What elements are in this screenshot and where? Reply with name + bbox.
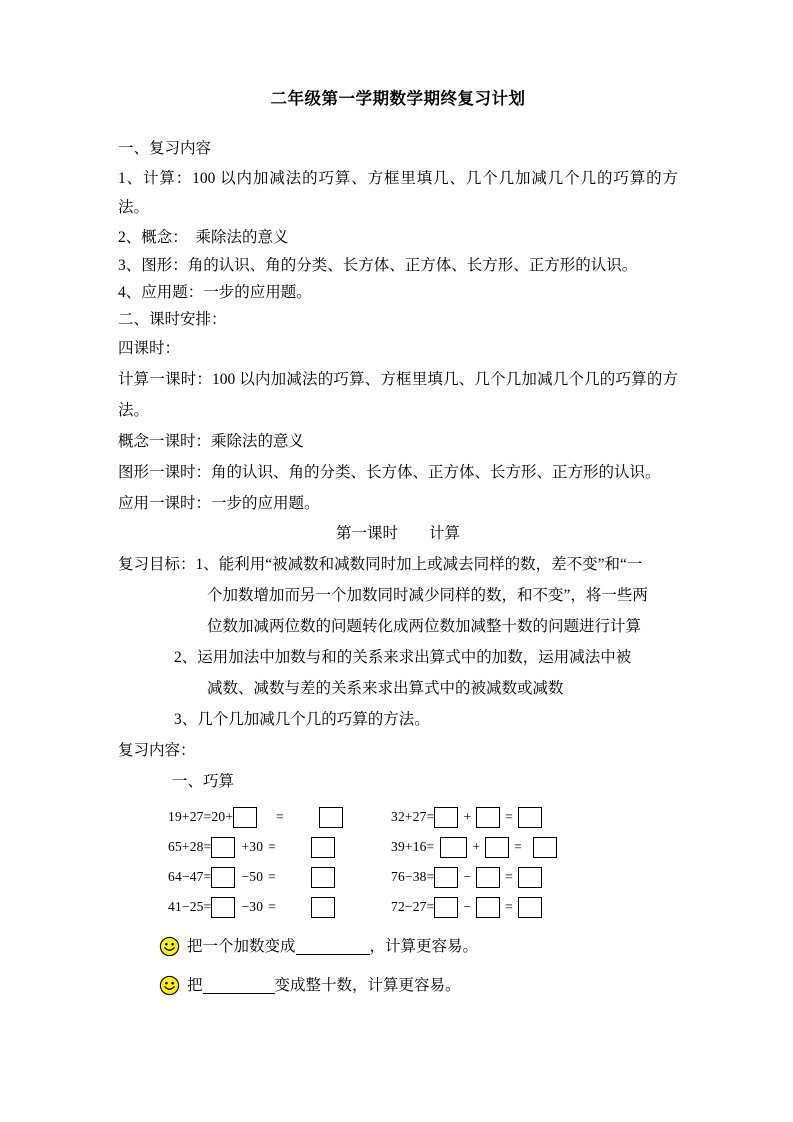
exercise-expression: 72−27= xyxy=(391,899,435,914)
hint-text-suffix: ，计算更容易。 xyxy=(369,937,479,955)
exercise-operator: + xyxy=(472,839,481,854)
exercise-expression: 19+27=20+ xyxy=(168,809,234,824)
smiley-face-icon xyxy=(159,936,180,957)
review-goal-line-5: 减数、减数与差的关系来求出算式中的被减数或减数 xyxy=(207,679,564,697)
answer-box[interactable] xyxy=(311,837,335,858)
exercise-tail: −50 xyxy=(241,869,264,884)
exercise-tail: +30 xyxy=(241,839,264,854)
document-content xyxy=(118,86,678,1000)
exercise-right xyxy=(348,837,608,858)
smiley-face-icon xyxy=(159,975,180,996)
exercise-row xyxy=(118,833,678,862)
answer-box[interactable] xyxy=(476,807,500,828)
exercise-right xyxy=(348,897,608,918)
fill-in-blank-line[interactable] xyxy=(296,939,370,955)
exercise-operator: = xyxy=(505,899,513,914)
answer-box[interactable] xyxy=(476,897,500,918)
exercise-right xyxy=(348,807,608,828)
lesson-title: 第一课时 计算 xyxy=(335,525,460,542)
fill-in-blank-line[interactable] xyxy=(203,978,275,994)
answer-box[interactable] xyxy=(434,807,458,828)
page-title: 二年级第一学期数学期终复习计划 xyxy=(270,89,526,108)
exercise-expression: 32+27= xyxy=(391,809,435,824)
answer-box[interactable] xyxy=(211,867,235,888)
exercise-left xyxy=(118,807,348,828)
exercise-grid xyxy=(118,803,678,922)
exercise-left xyxy=(118,867,348,888)
review-content-label: 复习内容： xyxy=(118,741,196,759)
exercise-operator: − xyxy=(463,869,472,884)
answer-box[interactable] xyxy=(311,897,335,918)
exercise-tail: −30 xyxy=(241,899,264,914)
hint-text-prefix: 把一个加数变成 xyxy=(187,937,296,955)
answer-box[interactable] xyxy=(233,807,257,828)
review-item-2: 2、概念： 乘除法的意义 xyxy=(118,228,289,246)
exercise-row xyxy=(118,863,678,892)
schedule-shape: 图形一课时：角的认识、角的分类、长方体、正方体、长方形、正方形的认识。 xyxy=(118,464,661,481)
answer-box[interactable] xyxy=(485,837,509,858)
review-item-1: 1、计算：100 以内加减法的巧算、方框里填几、几个几加减几个几的巧算的方法。 xyxy=(118,169,678,216)
exercise-expression: 39+16= xyxy=(391,839,435,854)
exercise-expression: 76−38= xyxy=(391,869,435,884)
hint-row xyxy=(118,972,678,1000)
exercise-operator: = xyxy=(268,869,276,884)
review-item-4: 4、应用题：一步的应用题。 xyxy=(118,284,312,301)
review-item-3: 3、图形：角的认识、角的分类、长方体、正方体、长方形、正方形的认识。 xyxy=(118,257,638,274)
exercise-operator: = xyxy=(268,899,276,914)
review-goal-line-6: 3、几个几加减几个几的巧算的方法。 xyxy=(174,710,430,728)
subsection-qiaosuan: 一、巧算 xyxy=(172,772,235,790)
review-goal-line-4: 2、运用加法中加数与和的关系来求出算式中的加数，运用减法中被 xyxy=(174,648,632,666)
hint-text-prefix: 把 xyxy=(187,976,203,994)
exercise-expression: 64−47= xyxy=(168,869,212,884)
exercise-left xyxy=(118,897,348,918)
exercise-operator: = xyxy=(514,839,522,854)
answer-box[interactable] xyxy=(518,867,542,888)
exercise-right xyxy=(348,867,608,888)
answer-box[interactable] xyxy=(518,807,542,828)
exercise-row xyxy=(118,893,678,922)
answer-box[interactable] xyxy=(211,897,235,918)
answer-box[interactable] xyxy=(211,837,235,858)
schedule-total: 四课时： xyxy=(118,340,181,357)
answer-box[interactable] xyxy=(518,897,542,918)
schedule-heading: 二、课时安排： xyxy=(118,311,227,328)
answer-box[interactable] xyxy=(476,867,500,888)
exercise-operator: = xyxy=(505,869,513,884)
exercise-expression: 41−25= xyxy=(168,899,212,914)
exercise-left xyxy=(118,837,348,858)
review-goal-line-3: 位数加减两位数的问题转化成两位数加减整十数的问题进行计算 xyxy=(207,617,642,635)
schedule-concept: 概念一课时：乘除法的意义 xyxy=(118,433,305,450)
review-content-heading: 一、复习内容 xyxy=(118,140,212,157)
schedule-calculation: 计算一课时：100 以内加减法的巧算、方框里填几、几个几加减几个几的巧算的方法。 xyxy=(118,371,678,419)
exercise-operator: = xyxy=(276,809,284,824)
exercise-operator: = xyxy=(268,839,276,854)
answer-box[interactable] xyxy=(434,897,458,918)
exercise-operator: − xyxy=(463,899,472,914)
hint-row xyxy=(118,933,678,961)
answer-box[interactable] xyxy=(319,807,343,828)
answer-box[interactable] xyxy=(533,837,557,858)
review-goal-line-1: 复习目标：1、能利用“被减数和减数同时加上或减去同样的数，差不变”和“一 xyxy=(118,555,643,573)
exercise-row xyxy=(118,803,678,832)
hint-text-suffix: 变成整十数，计算更容易。 xyxy=(274,976,461,994)
answer-box[interactable] xyxy=(434,867,458,888)
answer-box[interactable] xyxy=(311,867,335,888)
exercise-expression: 65+28= xyxy=(168,839,212,854)
answer-box[interactable] xyxy=(440,837,467,858)
schedule-application: 应用一课时：一步的应用题。 xyxy=(118,495,320,512)
exercise-operator: + xyxy=(463,809,472,824)
review-goal-line-2: 个加数增加而另一个加数同时减少同样的数，和不变”，将一些两 xyxy=(207,586,648,604)
exercise-operator: = xyxy=(505,809,513,824)
